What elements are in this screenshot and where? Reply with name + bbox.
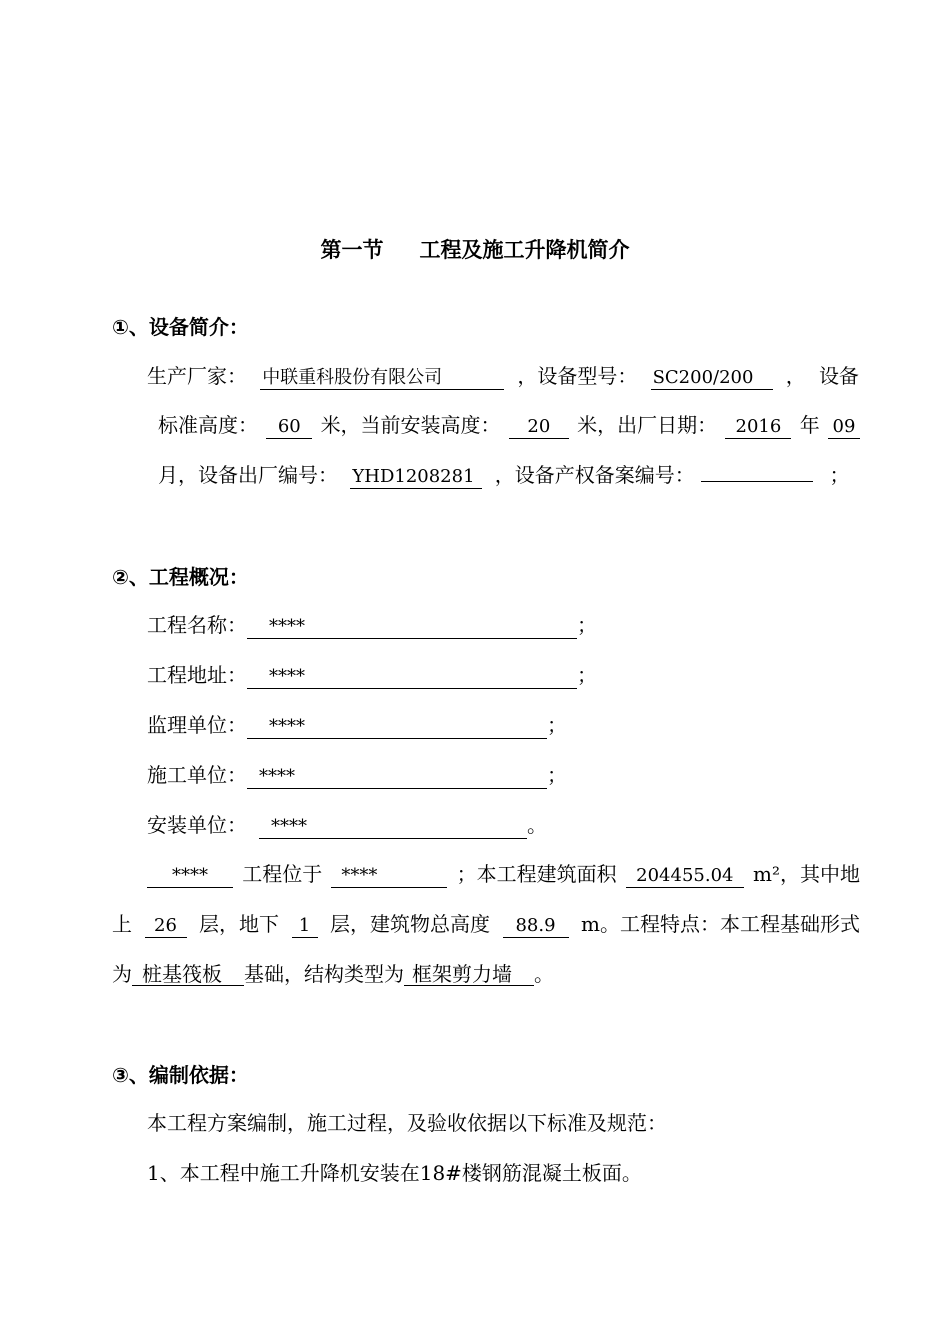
year-value: 2016 <box>725 416 791 439</box>
foundation-label: 为 <box>112 962 132 986</box>
area-label: ；本工程建筑面积 <box>456 862 617 886</box>
supervisor-row <box>147 711 567 739</box>
equipment-line-2 <box>158 411 860 439</box>
above-unit: 层，地下 <box>199 912 279 936</box>
height-value: 88.9 <box>503 915 569 938</box>
project-address-label: 工程地址： <box>147 663 247 687</box>
contractor-value: **** <box>247 766 547 789</box>
manufacturer-label: 生产厂家： <box>147 364 247 388</box>
project-para-line-1 <box>147 860 860 888</box>
project-name-row <box>147 611 597 639</box>
para-end: 。 <box>534 962 554 986</box>
record-value <box>701 481 813 482</box>
location-value: **** <box>331 865 447 888</box>
height-unit: m。工程特点：本工程基础形式 <box>581 912 860 936</box>
above-label: 上 <box>112 912 132 936</box>
installer-row <box>147 811 547 839</box>
contractor-end: ； <box>547 763 567 787</box>
month-value: 09 <box>828 416 860 439</box>
project-name-label: 工程名称： <box>147 613 247 637</box>
supervisor-end: ； <box>547 713 567 737</box>
equipment-line-3 <box>158 461 849 489</box>
separator: ， <box>785 364 806 388</box>
project-heading: ②、工程概况： <box>112 565 249 589</box>
supervisor-value: **** <box>247 716 547 739</box>
foundation-value: 桩基筏板 <box>132 963 244 986</box>
project-name-value: **** <box>247 616 577 639</box>
structure-value: 框架剪力墙 <box>404 963 534 986</box>
manufacturer-value: 中联重科股份有限公司 <box>260 367 504 390</box>
located-label: 工程位于 <box>242 862 323 886</box>
basis-heading: ③、编制依据： <box>112 1063 249 1087</box>
installer-value: **** <box>259 816 527 839</box>
project-para-line-3 <box>112 960 554 988</box>
section-name: 工程及施工升降机简介 <box>419 238 630 262</box>
equipment-heading: ①、设备简介： <box>112 315 249 339</box>
model-label: ，设备型号： <box>517 364 638 388</box>
equipment-line-1 <box>147 362 859 390</box>
cur-height-unit: 米，出厂日期： <box>577 413 718 437</box>
above-value: 26 <box>145 915 187 938</box>
installer-end: 。 <box>527 813 547 837</box>
section-number: 第一节 <box>320 238 384 262</box>
section-title <box>0 236 950 264</box>
serial-value: YHD1208281 <box>350 466 482 489</box>
contractor-label: 施工单位： <box>147 763 247 787</box>
std-height-label: 标准高度： <box>158 413 258 437</box>
contractor-row <box>147 761 567 789</box>
basis-item-1: 1、本工程中施工升降机安装在18#楼钢筋混凝土板面。 <box>147 1161 642 1185</box>
std-height-label-a: 设备 <box>818 364 859 388</box>
std-height-value: 60 <box>266 416 312 439</box>
project-address-value: **** <box>247 666 577 689</box>
model-value: SC200/200 <box>651 367 773 390</box>
supervisor-label: 监理单位： <box>147 713 247 737</box>
record-label: ，设备产权备案编号： <box>494 463 695 487</box>
below-unit: 层，建筑物总高度 <box>330 912 490 936</box>
month-unit: 月，设备出厂编号： <box>158 463 338 487</box>
project-name-end: ； <box>577 613 597 637</box>
cur-height-value: 20 <box>509 416 569 439</box>
area-unit: m²，其中地 <box>753 862 860 886</box>
project-value: **** <box>147 865 233 888</box>
project-address-end: ； <box>577 663 597 687</box>
line-end: ； <box>829 463 850 487</box>
structure-label: 基础，结构类型为 <box>244 962 404 986</box>
installer-label: 安装单位： <box>147 813 247 837</box>
project-address-row <box>147 661 597 689</box>
below-value: 1 <box>292 915 318 938</box>
project-para-line-2 <box>112 910 860 938</box>
std-height-unit: 米，当前安装高度： <box>320 413 501 437</box>
area-value: 204455.04 <box>626 865 744 888</box>
basis-intro: 本工程方案编制，施工过程，及验收依据以下标准及规范： <box>147 1111 667 1135</box>
year-unit: 年 <box>799 413 820 437</box>
